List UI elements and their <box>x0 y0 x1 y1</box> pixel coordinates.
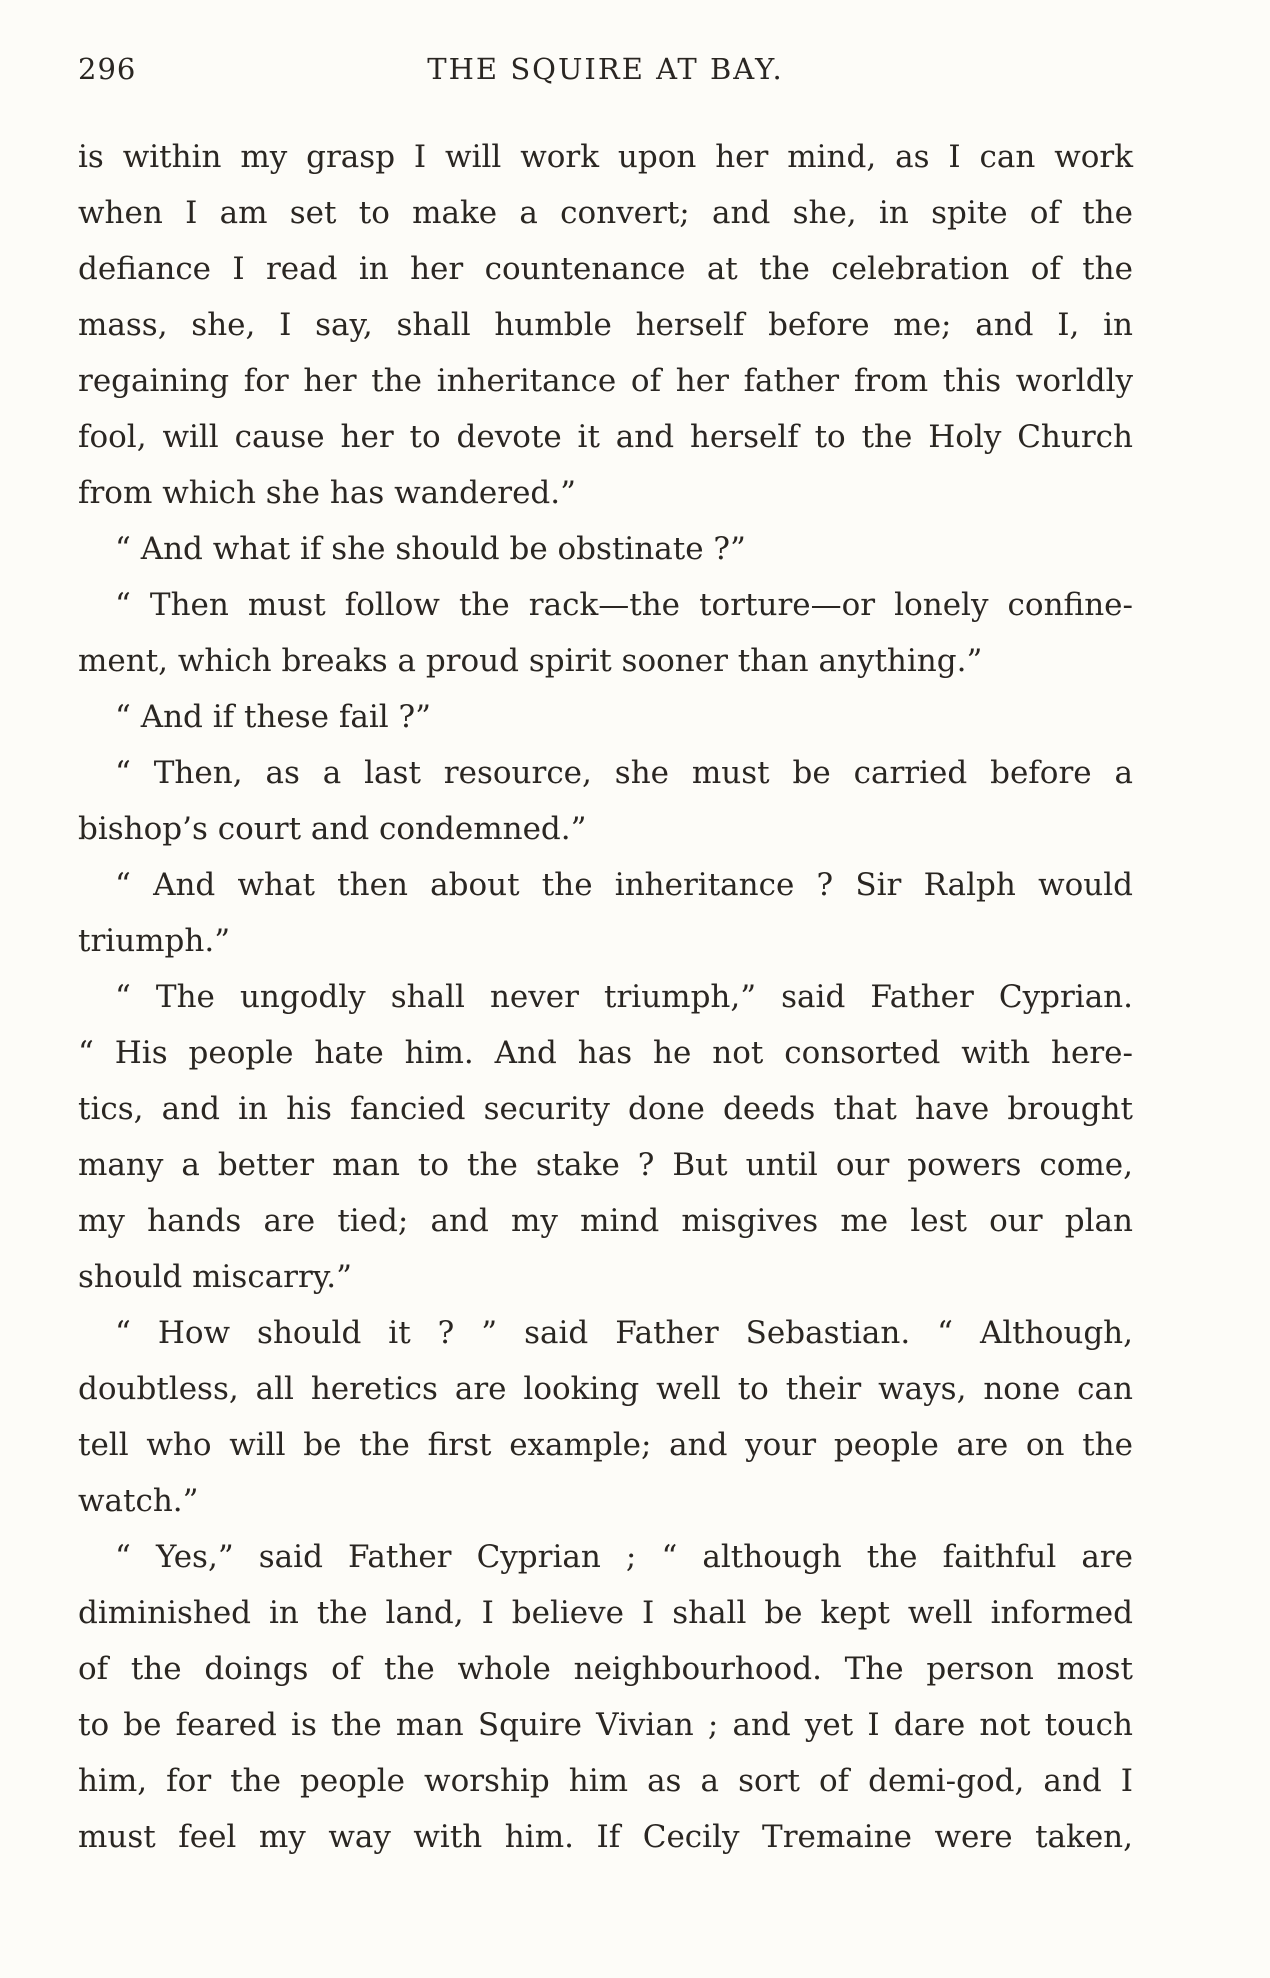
text-line: “ How should it ? ” said Father Sebastian. “ Although, <box>115 1315 1133 1351</box>
text-line: “ His people hate him. And has he not consorted with here- <box>78 1035 1133 1071</box>
text-line: bishop’s court and condemned.” <box>78 811 587 847</box>
text-line: must feel my way with him. If Cecily Tremaine were taken, <box>78 1819 1133 1855</box>
text-line: him, for the people worship him as a sort of demi-god, and I <box>78 1763 1133 1799</box>
page-header <box>78 52 1133 98</box>
text-line: ment, which breaks a proud spirit sooner than anything.” <box>78 643 983 679</box>
text-line: tell who will be the first example; and your people are on the <box>78 1427 1133 1463</box>
text-line: is within my grasp I will work upon her mind, as I can work <box>78 139 1133 175</box>
running-head: THE SQUIRE AT BAY. <box>427 52 784 86</box>
text-line: “ Then must follow the rack—the torture—or lonely confine- <box>115 587 1133 623</box>
text-line: when I am set to make a convert; and she, in spite of the <box>78 195 1133 231</box>
text-line: to be feared is the man Squire Vivian ; and yet I dare not touch <box>78 1707 1133 1743</box>
text-line: from which she has wandered.” <box>78 475 576 511</box>
text-line: mass, she, I say, shall humble herself before me; and I, in <box>78 307 1133 343</box>
text-line: “ And if these fail ?” <box>115 699 431 735</box>
text-line: tics, and in his fancied security done deeds that have brought <box>78 1091 1133 1127</box>
text-line: diminished in the land, I believe I shall be kept well informed <box>78 1595 1133 1631</box>
text-line: “ The ungodly shall never triumph,” said Father Cyprian. <box>115 979 1133 1015</box>
text-line: my hands are tied; and my mind misgives me lest our plan <box>78 1203 1133 1239</box>
text-line: should miscarry.” <box>78 1259 352 1295</box>
text-line: triumph.” <box>78 923 231 959</box>
text-line: doubtless, all heretics are looking well to their ways, none can <box>78 1371 1133 1407</box>
text-line: many a better man to the stake ? But until our powers come, <box>78 1147 1133 1183</box>
text-line: defiance I read in her countenance at the celebration of the <box>78 251 1133 287</box>
body-text <box>78 129 1133 1865</box>
text-line: “ And what if she should be obstinate ?” <box>115 531 746 567</box>
text-line: “ Then, as a last resource, she must be carried before a <box>115 755 1133 791</box>
text-line: “ Yes,” said Father Cyprian ; “ although the faithful are <box>115 1539 1133 1575</box>
text-line: of the doings of the whole neighbourhood. The person most <box>78 1651 1133 1687</box>
text-line: watch.” <box>78 1483 199 1519</box>
text-line: regaining for her the inheritance of her father from this worldly <box>78 363 1133 399</box>
book-page <box>78 0 1133 1978</box>
text-line: “ And what then about the inheritance ? Sir Ralph would <box>115 867 1133 903</box>
text-line: fool, will cause her to devote it and herself to the Holy Church <box>78 419 1133 455</box>
page-number: 296 <box>78 52 137 86</box>
